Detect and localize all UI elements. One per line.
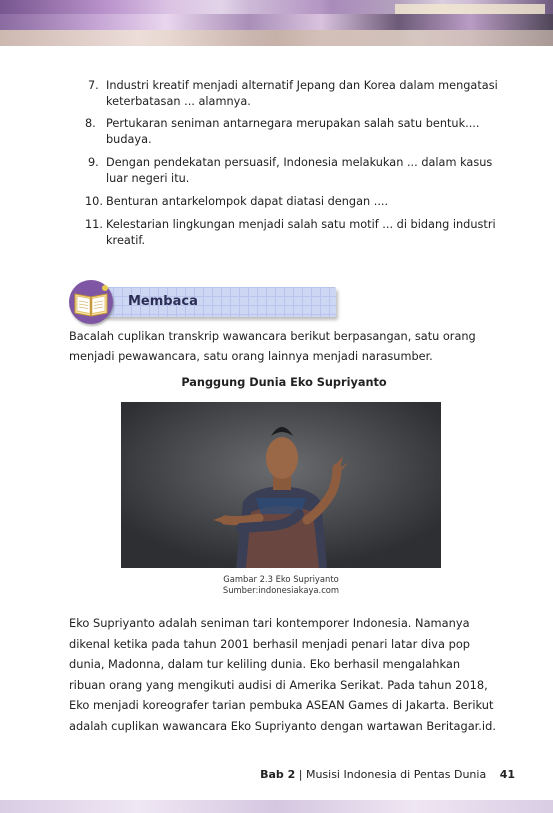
list-item	[88, 78, 498, 110]
article-title: Panggung Dunia Eko Supriyanto	[181, 376, 387, 389]
section-title: Membaca	[128, 294, 198, 309]
open-book-icon	[69, 280, 113, 324]
footer-decoration-strip	[0, 800, 553, 813]
question-list	[85, 78, 498, 249]
figure-source: Sumber:indonesiakaya.com	[222, 585, 340, 595]
dancer-photo	[121, 402, 441, 568]
item-text: Industri kreatif menjadi alternatif Jepang dan Korea dalam mengatasi keterbatasan ... alamnya.	[106, 79, 498, 108]
item-number: 8.	[85, 117, 96, 130]
figure-caption: Gambar 2.3 Eko Supriyanto	[223, 574, 339, 584]
item-number: 7.	[88, 79, 99, 92]
footer-separator: |	[298, 768, 303, 781]
list-item	[85, 116, 498, 148]
chapter-title: Musisi Indonesia di Pentas Dunia	[305, 768, 487, 781]
item-number: 9.	[88, 156, 99, 169]
list-item	[85, 194, 498, 210]
instruction-text: Bacalah cuplikan transkrip wawancara berikut berpasangan, satu orang menjadi pewawancara, satu orang lainnya menjadi narasumber.	[69, 330, 476, 363]
page-number: 41	[499, 768, 515, 781]
item-text: Pertukaran seniman antarnegara merupakan salah satu bentuk.... budaya.	[106, 117, 480, 146]
item-number: 11.	[85, 218, 103, 231]
item-text: Kelestarian lingkungan menjadi salah satu motif ... di bidang industri kreatif.	[106, 218, 496, 247]
header-decoration-banner	[0, 0, 553, 46]
page-footer	[260, 768, 515, 781]
chapter-label: Bab 2	[260, 768, 296, 781]
list-item	[88, 155, 498, 187]
body-paragraph: Eko Supriyanto adalah seniman tari kontemporer Indonesia. Namanya dikenal ketika pada tahun 2001 berhasil menjadi penari latar diva pop dunia, Madonna, dalam tur keliling dunia. Eko berhasil mengalahkan ribuan orang yang mengikuti audisi di Amerika Serikat. Pada tahun 2018, Eko menjadi koreografer tarian pembuka ASEAN Games di Jakarta. Berikut adalah cuplikan wawancara Eko Supriyanto dengan wartawan Beritagar.id.	[69, 616, 496, 733]
item-text: Benturan antarkelompok dapat diatasi dengan ....	[106, 195, 389, 208]
item-text: Dengan pendekatan persuasif, Indonesia melakukan ... dalam kasus luar negeri itu.	[106, 156, 493, 185]
list-item	[85, 217, 498, 249]
item-number: 10.	[85, 195, 103, 208]
